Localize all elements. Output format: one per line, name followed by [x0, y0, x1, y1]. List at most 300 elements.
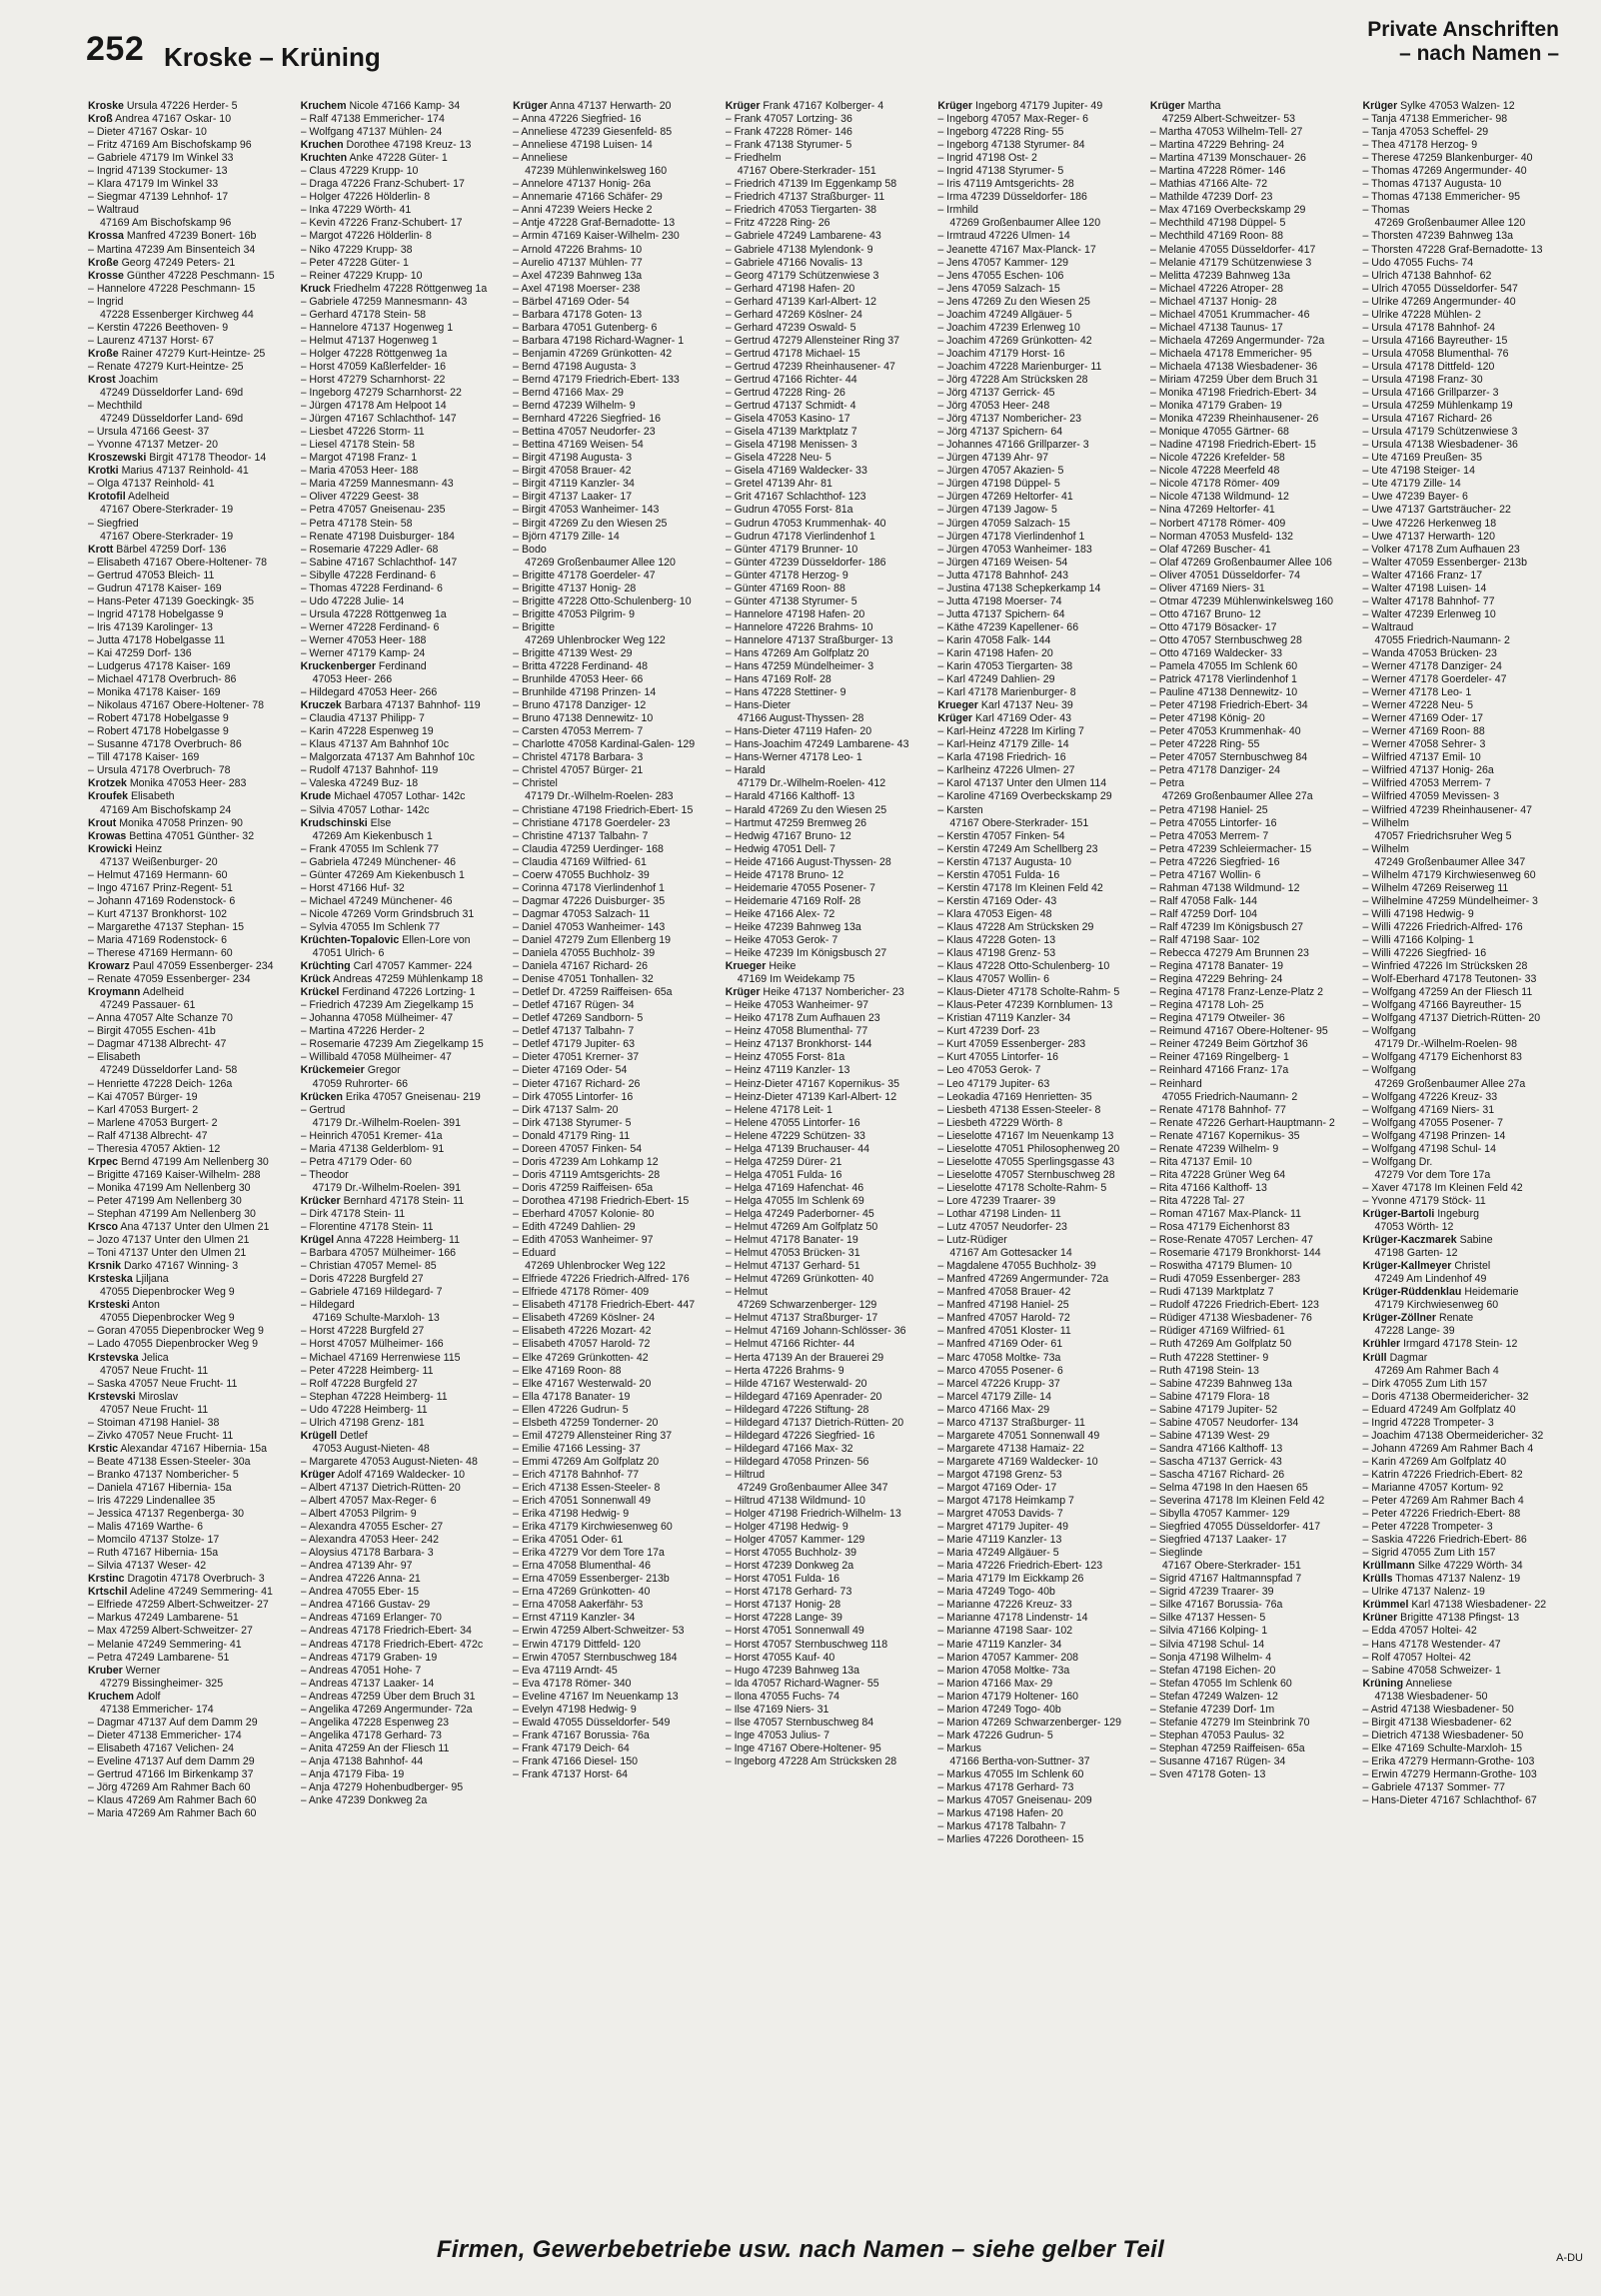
entry-text: – Robert 47178 Hobelgasse 9	[88, 712, 229, 725]
directory-entry	[301, 257, 504, 270]
directory-entry	[1150, 1495, 1353, 1508]
entry-text: – Klaus-Dieter 47178 Scholte-Rahm- 5	[937, 986, 1120, 999]
directory-entry	[1150, 1365, 1353, 1378]
entry-text: – Margarethe 47137 Stephan- 15	[88, 920, 245, 933]
entry-text: – Helmut 47053 Brücken- 31	[725, 1247, 860, 1260]
entry-text: Birgit 47178 Theodor- 14	[149, 452, 267, 465]
directory-entry	[301, 1482, 504, 1495]
entry-text: – Gerhard 47198 Hafen- 20	[725, 282, 855, 295]
directory-entry	[88, 634, 291, 647]
directory-entry	[301, 361, 504, 374]
directory-entry	[513, 439, 716, 452]
directory-entry	[301, 686, 504, 699]
entry-text: – Jutta 47198 Moerser- 74	[937, 594, 1062, 607]
directory-entry	[301, 465, 504, 478]
directory-entry	[1150, 230, 1353, 243]
entry-text: Martha	[1187, 100, 1221, 112]
directory-entry	[301, 973, 504, 986]
entry-text: – Erika 47279 Vor dem Tore 17a	[513, 1547, 665, 1560]
entry-text: – Friedrich 47137 Straßburger- 11	[725, 191, 885, 204]
entry-text: – Birgit 47269 Zu den Wiesen 25	[513, 517, 668, 530]
entry-surname: Krüger-Bartoli	[1362, 1207, 1435, 1220]
directory-entry	[937, 843, 1140, 856]
entry-text: – Gabriela 47249 Münchener- 46	[300, 855, 457, 868]
entry-text: – Klaus 47269 Am Rahmer Bach 60	[88, 1794, 257, 1807]
entry-text: – Walter 47198 Luisen- 14	[1362, 581, 1487, 594]
directory-entry	[88, 1012, 291, 1025]
entry-text: Ferdinand 47226 Lortzing- 1	[342, 986, 476, 999]
entry-text: – Mark 47226 Gudrun- 5	[937, 1728, 1053, 1741]
directory-entry	[1362, 1521, 1565, 1534]
entry-text: – Manfred 47169 Oder- 61	[937, 1338, 1063, 1351]
directory-entry	[937, 139, 1140, 152]
directory-entry	[301, 1612, 504, 1625]
entry-text: Joachim	[118, 373, 159, 386]
entry-text: – Ralf 47259 Dorf- 104	[1149, 907, 1258, 920]
directory-entry	[301, 1768, 504, 1781]
entry-text: – Jürgen 47198 Düppel- 5	[937, 478, 1060, 491]
entry-text: – Sascha 47137 Gerrick- 43	[1149, 1455, 1282, 1468]
directory-entry	[513, 1352, 716, 1365]
directory-entry	[726, 621, 928, 634]
directory-entry	[726, 504, 928, 517]
entry-text: – Kerstin 47226 Beethoven- 9	[88, 321, 229, 334]
directory-entry	[1150, 947, 1353, 960]
directory-entry	[1150, 544, 1353, 557]
directory-entry	[513, 999, 716, 1012]
directory-entry	[513, 1469, 716, 1482]
directory-entry	[88, 1325, 291, 1338]
entry-text: – Monika 47198 Friedrich-Ebert- 34	[1149, 387, 1317, 400]
entry-text: – Lieselotte 47057 Sternbuschweg 28	[937, 1168, 1115, 1181]
directory-entry	[726, 465, 928, 478]
directory-entry	[1150, 1025, 1353, 1038]
entry-text: – Kerstin 47137 Augusta- 10	[937, 855, 1072, 868]
entry-text: – Martina 47228 Römer- 146	[1149, 165, 1286, 178]
directory-entry	[1362, 1625, 1565, 1638]
directory-entry	[513, 100, 716, 113]
entry-text: – Elfriede 47178 Römer- 409	[513, 1286, 650, 1299]
directory-entry	[88, 348, 291, 361]
entry-text: 47249 Düsseldorfer Land- 69d	[100, 413, 244, 426]
entry-text: – Ursula 47058 Blumenthal- 76	[1362, 347, 1509, 360]
directory-entry	[937, 191, 1140, 204]
entry-text: – Eberhard 47057 Koloniе- 80	[513, 1207, 655, 1220]
entry-text: Bernhard 47178 Stein- 11	[343, 1194, 465, 1207]
directory-entry	[937, 335, 1140, 348]
entry-text: – Maria 47169 Rodenstock- 6	[88, 934, 227, 946]
directory-entry	[513, 191, 716, 204]
entry-text: – Lieselotte 47055 Sperlingsgasse 43	[937, 1155, 1115, 1168]
directory-entry	[1150, 751, 1353, 764]
entry-text: – Horst 47137 Honig- 28	[725, 1599, 841, 1612]
entry-text: – Lothar 47198 Linden- 11	[937, 1207, 1061, 1220]
directory-entry	[513, 1247, 716, 1260]
directory-entry	[726, 1586, 928, 1599]
directory-entry	[88, 1286, 291, 1299]
directory-entry	[513, 374, 716, 387]
directory-entry	[88, 621, 291, 634]
entry-text: – Gretel 47139 Ahr- 81	[725, 478, 832, 491]
directory-entry	[1150, 1469, 1353, 1482]
entry-surname: Kroufek	[88, 790, 129, 803]
entry-text: – Elke 47169 Schulte-Marxloh- 15	[1362, 1741, 1523, 1754]
directory-entry	[301, 712, 504, 725]
entry-text: – Michael 47051 Krummacher- 46	[1149, 308, 1310, 321]
entry-text: – Erna 47058 Blumenthal- 46	[513, 1560, 651, 1573]
directory-entry	[301, 283, 504, 296]
directory-entry	[1362, 699, 1565, 712]
entry-text: 47249 Düsseldorfer Land- 69d	[100, 387, 244, 400]
directory-entry	[726, 1521, 928, 1534]
directory-entry	[937, 960, 1140, 973]
directory-entry	[88, 361, 291, 374]
directory-entry	[937, 309, 1140, 322]
entry-text: – Monika 47178 Kaiser- 169	[88, 686, 221, 699]
directory-entry	[937, 1820, 1140, 1833]
entry-text: – Horst 47228 Burgfeld 27	[300, 1325, 425, 1338]
entry-text: – Magdalene 47055 Buchholz- 39	[937, 1260, 1096, 1273]
entry-text: – Wolfgang 47198 Prinzen- 14	[1362, 1129, 1506, 1142]
entry-text: – Rahman 47138 Wildmund- 12	[1149, 881, 1300, 894]
entry-text: – Coerw 47055 Buchholz- 39	[513, 868, 650, 881]
entry-text: – Daniela 47167 Hibernia- 15a	[88, 1481, 232, 1494]
entry-text: – Martina 47226 Herder- 2	[300, 1025, 425, 1038]
directory-entry	[726, 973, 928, 986]
directory-entry	[301, 1325, 504, 1338]
entry-text: – Anneliese	[513, 152, 568, 165]
entry-text: Anneliese	[1405, 1677, 1452, 1690]
entry-text: – Olga 47137 Reinhold- 41	[88, 478, 215, 491]
entry-text: – Margarete 47138 Hamaiz- 22	[937, 1442, 1084, 1455]
directory-entry	[1362, 217, 1565, 230]
entry-text: – Ute 47169 Preußen- 35	[1362, 452, 1483, 465]
entry-text: – Klaus-Peter 47239 Kornblumen- 13	[937, 999, 1113, 1012]
entry-text: – Margot 47169 Oder- 17	[937, 1481, 1057, 1494]
directory-entry	[937, 1547, 1140, 1560]
entry-text: – Pauline 47138 Dennewitz- 10	[1149, 686, 1298, 699]
directory-entry	[1362, 869, 1565, 882]
directory-entry	[1362, 230, 1565, 243]
directory-entry	[726, 1742, 928, 1755]
directory-entry	[513, 686, 716, 699]
entry-text: – Klara 47053 Eigen- 48	[937, 907, 1052, 920]
directory-entry	[726, 1717, 928, 1729]
directory-entry	[1150, 126, 1353, 139]
entry-text: – Ida 47057 Richard-Wagner- 55	[725, 1677, 879, 1690]
entry-text: – Manfred 47051 Kloster- 11	[937, 1325, 1071, 1338]
directory-entry	[726, 178, 928, 191]
entry-text: – Kurt 47055 Lintorfer- 16	[937, 1051, 1059, 1064]
entry-text: – Peter 47269 Am Rahmer Bach 4	[1362, 1495, 1524, 1508]
directory-entry	[301, 1064, 504, 1077]
entry-text: – Bettina 47169 Weisen- 54	[513, 439, 644, 452]
directory-entry	[726, 1051, 928, 1064]
directory-entry	[726, 843, 928, 856]
entry-text: – Frank 47138 Styrumer- 5	[725, 139, 852, 152]
directory-entry	[301, 1051, 504, 1064]
directory-entry	[1150, 817, 1353, 830]
entry-text: – Doris 47259 Raiffeisen- 65a	[513, 1181, 654, 1194]
entry-text: – Jörg 47053 Heer- 248	[937, 400, 1050, 413]
directory-entry	[1150, 335, 1353, 348]
entry-text: – Elke 47169 Roon- 88	[513, 1364, 622, 1377]
directory-entry	[513, 1652, 716, 1665]
directory-entry	[1150, 478, 1353, 491]
entry-text: – Daniela 47055 Buchholz- 39	[513, 947, 656, 960]
directory-entry	[88, 725, 291, 738]
entry-text: – Heiko 47178 Zum Aufhauen 23	[725, 1012, 880, 1025]
directory-entry	[88, 1639, 291, 1652]
entry-text: – Ulrike 47228 Mühlen- 2	[1362, 308, 1481, 321]
directory-entry	[937, 1117, 1140, 1130]
directory-entry	[1150, 1599, 1353, 1612]
directory-entry	[1362, 1338, 1565, 1351]
directory-entry	[301, 1025, 504, 1038]
entry-text: 47169 Am Bischofskamp 96	[100, 217, 232, 230]
directory-entry	[937, 882, 1140, 895]
directory-entry	[726, 570, 928, 582]
entry-text: 47057 Friedrichsruher Weg 5	[1374, 829, 1512, 842]
entry-text: – Irma 47239 Düsseldorfer- 186	[937, 191, 1087, 204]
directory-entry	[726, 270, 928, 283]
directory-entry	[88, 100, 291, 113]
entry-text: – Rudolf 47226 Friedrich-Ebert- 123	[1149, 1299, 1319, 1312]
directory-entry	[301, 1234, 504, 1247]
entry-text: – Karl 47178 Marienburger- 8	[937, 686, 1076, 699]
entry-text: – Elisabeth 47167 Obere-Holtener- 78	[88, 556, 268, 569]
directory-entry	[726, 960, 928, 973]
entry-text: – Lore 47239 Traarer- 39	[937, 1194, 1056, 1207]
directory-entry	[513, 764, 716, 777]
directory-entry	[937, 1404, 1140, 1417]
entry-text: – Rudi 47139 Marktplatz 7	[1149, 1286, 1274, 1299]
directory-entry	[513, 830, 716, 843]
entry-text: – Marion 47166 Max- 29	[937, 1677, 1053, 1690]
entry-text: Ellen-Lore von	[402, 934, 471, 946]
entry-text: – Hans-Joachim 47249 Lambarene- 43	[725, 738, 909, 751]
directory-entry	[301, 1404, 504, 1417]
directory-entry	[301, 634, 504, 647]
directory-entry	[1150, 1338, 1353, 1351]
entry-text: – Detlef 47179 Jupiter- 63	[513, 1038, 636, 1051]
entry-text: – Ingrid	[88, 295, 124, 308]
directory-entry	[937, 1143, 1140, 1156]
entry-text: 47269 Großenbaumer Allee 120	[1374, 217, 1526, 230]
entry-text: – Anja 47138 Bahnhof- 44	[300, 1754, 424, 1767]
directory-entry	[513, 1417, 716, 1430]
entry-text: – Patrick 47178 Vierlindenhof 1	[1149, 673, 1297, 686]
entry-text: – Thea 47178 Herzog- 9	[1362, 139, 1478, 152]
directory-entry	[937, 1338, 1140, 1351]
directory-entry	[88, 1169, 291, 1182]
entry-text: – Ella 47178 Banater- 19	[513, 1390, 631, 1403]
entry-text: 47249 Am Lindenhof 49	[1374, 1273, 1487, 1286]
entry-text: – Mechthild 47198 Düppel- 5	[1149, 217, 1286, 230]
directory-entry	[301, 413, 504, 426]
directory-entry	[1150, 1169, 1353, 1182]
directory-entry	[88, 660, 291, 673]
entry-text: – Daniel 47279 Zum Ellenberg 19	[513, 934, 671, 946]
entry-text: – Hannelore 47228 Peschmann- 15	[88, 282, 256, 295]
entry-text: – Rita 47166 Kalthoff- 13	[1149, 1181, 1267, 1194]
directory-entry	[726, 1417, 928, 1430]
entry-text: – Kerstin 47169 Oder- 43	[937, 894, 1057, 907]
entry-surname: Krüning	[1362, 1677, 1404, 1690]
entry-text: – Wolfgang 47137 Mühlen- 24	[300, 126, 443, 139]
directory-entry	[513, 1755, 716, 1768]
directory-entry	[1150, 1430, 1353, 1443]
entry-text: – Werner 47228 Ferdinand- 6	[300, 620, 440, 633]
entry-surname: Krosse	[88, 269, 124, 282]
directory-entry	[88, 699, 291, 712]
entry-text: Bettina 47051 Günther- 32	[129, 829, 255, 842]
entry-surname: Krout	[88, 816, 117, 829]
directory-entry	[1362, 1469, 1565, 1482]
entry-text: – Gertrud 47137 Schmidt- 4	[725, 400, 856, 413]
entry-text: – Gisela 47228 Neu- 5	[725, 452, 831, 465]
entry-surname: Krüger-Kaczmarek	[1362, 1234, 1457, 1247]
directory-entry	[937, 413, 1140, 426]
directory-entry	[937, 1156, 1140, 1169]
entry-text: Heike 47137 Nombericher- 23	[763, 986, 904, 999]
entry-text: – Helmut 47169 Hermann- 60	[88, 868, 228, 881]
directory-entry	[937, 1794, 1140, 1807]
directory-entry	[937, 348, 1140, 361]
entry-text: – Joachim 47249 Allgäuer- 5	[937, 308, 1072, 321]
directory-entry	[513, 452, 716, 465]
entry-text: Dorothee 47198 Kreuz- 13	[346, 139, 472, 152]
directory-entry	[1362, 1273, 1565, 1286]
entry-text: – Hannelore 47137 Straßburger- 13	[725, 633, 893, 646]
directory-entry	[1150, 973, 1353, 986]
directory-entry	[937, 1704, 1140, 1717]
entry-text: – Ruth 47228 Stettiner- 9	[1149, 1351, 1269, 1364]
entry-text: – Wilhelm 47179 Kirchwiesenweg 60	[1362, 868, 1536, 881]
directory-entry	[88, 113, 291, 126]
directory-entry	[88, 191, 291, 204]
directory-entry	[1150, 1742, 1353, 1755]
entry-text: – Gabriele 47166 Novalis- 13	[725, 256, 862, 269]
entry-text: – Detlef 47137 Talbahn- 7	[513, 1025, 635, 1038]
entry-text: – Fritz 47169 Am Bischofskamp 96	[88, 139, 252, 152]
entry-text: – Michael 47226 Atroper- 28	[1149, 282, 1283, 295]
entry-text: – Christine 47137 Talbahn- 7	[513, 829, 649, 842]
directory-entry	[726, 1025, 928, 1038]
directory-entry	[513, 426, 716, 439]
directory-entry	[1362, 1430, 1565, 1443]
directory-entry	[301, 1273, 504, 1286]
entry-text: – Marco 47055 Posener- 6	[937, 1364, 1063, 1377]
directory-entry	[88, 830, 291, 843]
entry-text: – Gerhard 47139 Karl-Albert- 12	[725, 295, 877, 308]
entry-surname: Krowicki	[88, 842, 133, 855]
directory-entry	[513, 230, 716, 243]
directory-entry	[1362, 895, 1565, 908]
entry-text: – Laurenz 47137 Horst- 67	[88, 334, 215, 347]
entry-text: – Claus 47229 Krupp- 10	[300, 165, 419, 178]
entry-text: – Ilse 47057 Sternbuschweg 84	[725, 1716, 874, 1728]
entry-text: – Bernd 47198 Augusta- 3	[513, 360, 637, 373]
entry-text: – Mechthild 47169 Roon- 88	[1149, 230, 1283, 243]
directory-entry	[1150, 1717, 1353, 1729]
directory-entry	[1150, 1482, 1353, 1495]
directory-entry	[88, 296, 291, 309]
entry-surname: Krück	[300, 973, 331, 986]
directory-entry	[301, 960, 504, 973]
directory-entry	[937, 1443, 1140, 1456]
entry-text: – Renate 47226 Gerhart-Hauptmann- 2	[1149, 1116, 1335, 1129]
entry-text: – Nicole 47228 Meerfeld 48	[1149, 465, 1280, 478]
entry-surname: Krott	[88, 543, 114, 556]
entry-text: Renate	[1439, 1312, 1474, 1325]
entry-text: Manfred 47239 Bonert- 16b	[126, 230, 257, 243]
entry-text: – Katrin 47226 Friedrich-Ebert- 82	[1362, 1468, 1523, 1481]
directory-entry	[726, 1547, 928, 1560]
entry-text: – Wilfried 47239 Rheinhausener- 47	[1362, 803, 1533, 816]
directory-entry	[1150, 1443, 1353, 1456]
directory-entry	[726, 1130, 928, 1143]
entry-text: – Gabriele 47138 Mylendonk- 9	[725, 243, 873, 256]
directory-entry	[88, 335, 291, 348]
directory-entry	[726, 1678, 928, 1691]
directory-entry	[726, 413, 928, 426]
directory-entry	[513, 751, 716, 764]
directory-entry	[1150, 1012, 1353, 1025]
entry-text: – Helga 47055 Im Schlenk 69	[725, 1194, 864, 1207]
directory-entry	[88, 960, 291, 973]
directory-entry	[726, 1038, 928, 1051]
entry-text: – Erwin 47179 Dittfeld- 120	[513, 1638, 641, 1651]
entry-text: – Kerstin 47178 Im Kleinen Feld 42	[937, 881, 1103, 894]
directory-entry	[88, 608, 291, 621]
entry-text: Monika 47053 Heer- 283	[129, 777, 247, 790]
entry-text: – Hartmut 47259 Bremweg 26	[725, 816, 867, 829]
directory-entry	[726, 1443, 928, 1456]
entry-text: – Monika 47239 Rheinhausener- 26	[1149, 413, 1319, 426]
directory-entry	[1362, 1156, 1565, 1169]
entry-text: – Denise 47051 Tonhallen- 32	[513, 973, 654, 986]
entry-text: 47053 Heer- 266	[312, 673, 393, 686]
entry-text: – Markus 47057 Gneisenau- 209	[937, 1794, 1092, 1807]
directory-entry	[937, 204, 1140, 217]
entry-text: – Andrea 47139 Ahr- 97	[300, 1560, 413, 1573]
entry-text: 47169 Am Bischofskamp 24	[100, 803, 232, 816]
entry-text: – Siegmar 47139 Lehnhof- 17	[88, 191, 229, 204]
directory-entry	[513, 1051, 716, 1064]
directory-entry	[301, 1456, 504, 1469]
directory-entry	[513, 1312, 716, 1325]
entry-text: – Mechthild	[88, 400, 143, 413]
entry-text: – Brigitte 47228 Otto-Schulenberg- 10	[513, 594, 692, 607]
directory-entry	[1362, 1404, 1565, 1417]
entry-text: – Eduard 47249 Am Golfplatz 40	[1362, 1403, 1516, 1416]
entry-text: – Till 47178 Kaiser- 169	[88, 751, 200, 764]
directory-entry	[88, 217, 291, 230]
entry-text: – Ursula 47198 Franz- 30	[1362, 373, 1483, 386]
entry-text: – Ursula 47167 Richard- 26	[1362, 413, 1493, 426]
entry-surname: Krückel	[300, 986, 340, 999]
directory-entry	[1150, 570, 1353, 582]
directory-entry	[301, 738, 504, 751]
section-title	[1367, 18, 1559, 66]
entry-surname: Krüllmann	[1362, 1560, 1415, 1573]
entry-text: – Kerstin 47051 Fulda- 16	[937, 868, 1060, 881]
entry-text: – Werner 47178 Danziger- 24	[1362, 660, 1502, 673]
entry-text: – Ursula 47228 Röttgenweg 1a	[300, 607, 447, 620]
directory-entry	[513, 400, 716, 413]
directory-entry	[513, 1325, 716, 1338]
